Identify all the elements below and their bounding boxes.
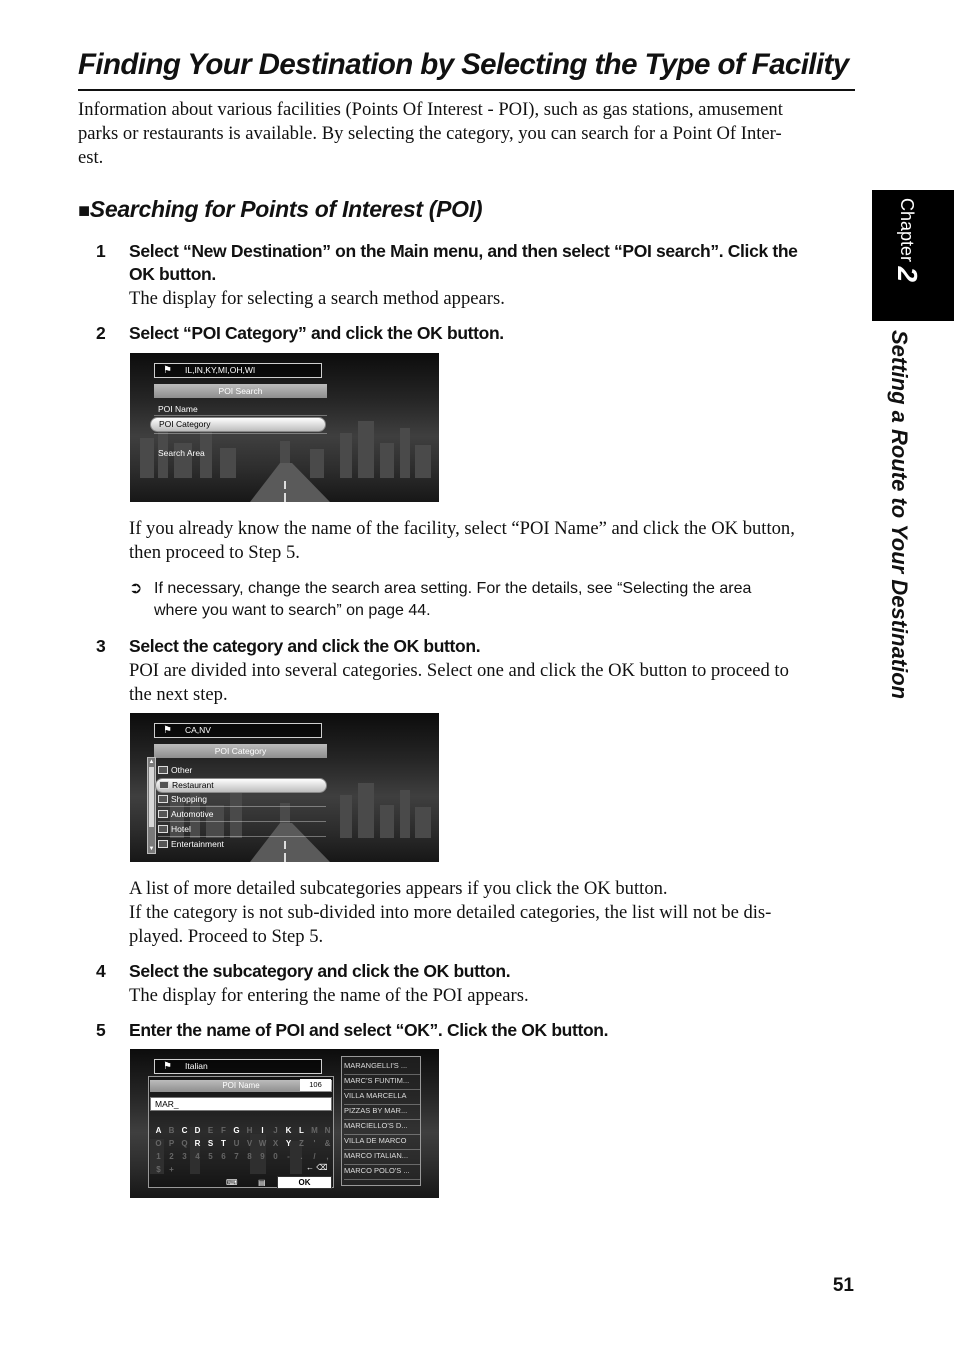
- text-line: A list of more detailed subcategories appears if you click the OK button.: [129, 878, 668, 899]
- keyboard-key[interactable]: Z: [299, 1139, 304, 1148]
- section-heading-text: Searching for Points of Interest (POI): [89, 196, 483, 222]
- keyboard-key[interactable]: -: [287, 1152, 290, 1161]
- result-item[interactable]: PIZZAS BY MAR...: [344, 1104, 420, 1120]
- keyboard-key[interactable]: U: [233, 1139, 240, 1148]
- scroll-down-icon[interactable]: ▼: [148, 846, 155, 852]
- category-label: Restaurant: [172, 780, 214, 790]
- note-line: If necessary, change the search area setting. For the details, see “Selecting the area: [154, 580, 752, 597]
- keyboard-key[interactable]: +: [169, 1165, 174, 1174]
- keyboard-key[interactable]: 4: [195, 1152, 200, 1161]
- category-label: Hotel: [171, 824, 191, 834]
- result-item[interactable]: VILLA MARCELLA: [344, 1089, 420, 1105]
- keyboard-key[interactable]: A: [155, 1126, 162, 1135]
- keyboard-mode-icon[interactable]: ⌨: [226, 1178, 238, 1187]
- keyboard-key[interactable]: I: [261, 1126, 264, 1135]
- state-box-label: CA,NV: [185, 725, 211, 735]
- ok-button[interactable]: OK: [277, 1176, 332, 1189]
- keyboard-key[interactable]: G: [233, 1126, 240, 1135]
- keyboard-key[interactable]: [282, 1164, 295, 1176]
- step-after-text: [129, 517, 856, 565]
- state-box-label: Italian: [185, 1061, 208, 1071]
- step-after-text: [129, 877, 856, 949]
- result-item[interactable]: MARCO POLO'S ...: [344, 1164, 420, 1180]
- result-item[interactable]: MARCO ITALIAN...: [344, 1149, 420, 1165]
- page-number: 51: [832, 1275, 854, 1296]
- section-square-icon: ■: [78, 200, 90, 222]
- result-count: 106: [300, 1079, 331, 1091]
- category-label: Entertainment: [171, 839, 224, 849]
- keyboard-key[interactable]: W: [258, 1139, 267, 1148]
- keyboard-key[interactable]: 3: [182, 1152, 187, 1161]
- step-number: 2: [96, 323, 106, 343]
- step-description: The display for selecting a search method appears.: [129, 288, 505, 309]
- keyboard-key[interactable]: V: [246, 1139, 253, 1148]
- keyboard-key[interactable]: C: [181, 1126, 188, 1135]
- step-title: Select the subcategory and click the OK button.: [129, 961, 511, 981]
- scrollbar[interactable]: [147, 757, 156, 854]
- shopping-icon: [158, 795, 168, 803]
- state-box: [154, 723, 322, 738]
- chapter-number: 2: [892, 266, 923, 283]
- keyboard-key[interactable]: 1: [156, 1152, 161, 1161]
- text-line: then proceed to Step 5.: [129, 542, 300, 563]
- keyboard-key[interactable]: 6: [221, 1152, 226, 1161]
- keyboard-key[interactable]: N: [324, 1126, 331, 1135]
- keyboard-key[interactable]: [178, 1164, 191, 1176]
- result-item[interactable]: VILLA DE MARCO: [344, 1134, 420, 1150]
- keyboard-key[interactable]: J: [273, 1126, 278, 1135]
- screenshot-poi-category: [130, 713, 439, 862]
- poi-name-header: POI Name: [150, 1080, 332, 1092]
- step-title-line: Select “New Destination” on the Main menu, and then select “POI search”. Click the: [129, 241, 798, 261]
- keyboard-key[interactable]: D: [194, 1126, 201, 1135]
- step-description: The display for entering the name of the POI appears.: [129, 985, 529, 1006]
- flag-icon: ⚑: [163, 365, 172, 376]
- keyboard-key[interactable]: T: [221, 1139, 226, 1148]
- automotive-icon: [158, 810, 168, 818]
- keyboard-key[interactable]: $: [156, 1165, 161, 1174]
- category-item-shopping[interactable]: [158, 793, 207, 806]
- chapter-tab-label: [875, 198, 923, 318]
- hotel-icon: [158, 825, 168, 833]
- keyboard-key[interactable]: Q: [181, 1139, 188, 1148]
- category-label: Other: [171, 765, 193, 775]
- screenshot-poi-search: [130, 353, 439, 502]
- keyboard-key[interactable]: M: [311, 1126, 318, 1135]
- keyboard-key[interactable]: E: [207, 1126, 214, 1135]
- flag-icon: ⚑: [163, 725, 172, 736]
- keyboard-key[interactable]: [217, 1164, 230, 1176]
- step-number: 1: [96, 241, 106, 261]
- keyboard-key[interactable]: ,: [326, 1152, 329, 1161]
- keyboard-key[interactable]: 9: [260, 1152, 265, 1161]
- keyboard-key[interactable]: B: [168, 1126, 175, 1135]
- menu-divider: [158, 806, 326, 807]
- text-line: If you already know the name of the facility, select “POI Name” and click the OK button,: [129, 518, 795, 539]
- chapter-title: Setting a Route to Your Destination: [887, 330, 912, 700]
- menu-divider: [154, 433, 327, 434]
- keyboard-key[interactable]: ': [313, 1139, 316, 1148]
- title-rule: [78, 89, 855, 91]
- note-arrow-icon: ➲: [129, 580, 143, 597]
- state-box: [154, 363, 322, 378]
- screenshot-poi-name-entry: [130, 1049, 439, 1198]
- text-line: the next step.: [129, 684, 228, 705]
- text-line: POI are divided into several categories. Select one and click the OK button to proceed to: [129, 660, 789, 681]
- result-item[interactable]: MARC'S FUNTIM...: [344, 1074, 420, 1090]
- result-item[interactable]: MARCIELLO'S D...: [344, 1119, 420, 1135]
- intro-line: est.: [78, 147, 104, 168]
- menu-item-poi-category[interactable]: POI Category: [150, 417, 326, 432]
- step-title: [129, 240, 856, 286]
- poi-name-input[interactable]: MAR_: [150, 1097, 332, 1111]
- keyboard-key[interactable]: R: [194, 1139, 201, 1148]
- step-number: 3: [96, 636, 106, 656]
- category-item-entertainment[interactable]: [158, 838, 224, 851]
- category-label: Automotive: [171, 809, 214, 819]
- step-title: Select the category and click the OK button.: [129, 636, 481, 656]
- intro-line: parks or restaurants is available. By selecting the category, you can search for a Point Of Inter-: [78, 123, 782, 144]
- keyboard-key[interactable]: &: [324, 1139, 331, 1148]
- entertainment-icon: [158, 840, 168, 848]
- restaurant-icon: [159, 781, 169, 789]
- scroll-up-icon[interactable]: ▲: [148, 759, 155, 765]
- backspace-icon[interactable]: ← ⌫: [306, 1163, 328, 1172]
- text-line: played. Proceed to Step 5.: [129, 926, 324, 947]
- keyboard-key[interactable]: .: [300, 1152, 303, 1161]
- text-line: If the category is not sub-divided into more detailed categories, the list will not be dis-: [129, 902, 772, 923]
- step-title: Enter the name of POI and select “OK”. Click the OK button.: [129, 1020, 609, 1040]
- keyboard-key[interactable]: F: [221, 1126, 226, 1135]
- keyboard-key[interactable]: O: [155, 1139, 162, 1148]
- menu-divider: [154, 415, 327, 416]
- scrollbar-thumb[interactable]: [149, 767, 154, 827]
- intro-line: Information about various facilities (Points Of Interest - POI), such as gas stations, amusement: [78, 99, 783, 120]
- keyboard-key[interactable]: P: [168, 1139, 175, 1148]
- state-box-label: IL,IN,KY,MI,OH,WI: [185, 365, 256, 375]
- step-number: 4: [96, 961, 106, 981]
- menu-divider: [158, 821, 326, 822]
- keyboard-key[interactable]: 0: [273, 1152, 278, 1161]
- menu-item-poi-name[interactable]: POI Name: [158, 404, 198, 414]
- keyboard-key[interactable]: [269, 1164, 282, 1176]
- keyboard-key[interactable]: X: [272, 1139, 279, 1148]
- list-icon[interactable]: ▤: [258, 1178, 266, 1187]
- section-heading: [78, 196, 482, 223]
- page-title: Finding Your Destination by Selecting the Type of Facility: [78, 48, 849, 81]
- category-item-automotive[interactable]: [158, 808, 214, 821]
- keyboard-key[interactable]: [243, 1164, 256, 1176]
- step-number: 5: [96, 1020, 106, 1040]
- step-description: [129, 659, 856, 707]
- category-item-hotel[interactable]: [158, 823, 191, 836]
- keyboard-key[interactable]: H: [246, 1126, 253, 1135]
- menu-header: POI Search: [154, 384, 327, 398]
- menu-divider: [158, 836, 326, 837]
- result-list: [341, 1056, 421, 1186]
- step-title-line: OK button.: [129, 264, 216, 284]
- keyboard-key[interactable]: [256, 1164, 269, 1176]
- keyboard-key[interactable]: S: [207, 1139, 214, 1148]
- keyboard-key[interactable]: [230, 1164, 243, 1176]
- keyboard-key[interactable]: L: [299, 1126, 304, 1135]
- category-other-icon: [158, 766, 168, 774]
- keyboard-key[interactable]: 5: [208, 1152, 213, 1161]
- step-title: Select “POI Category” and click the OK button.: [129, 323, 504, 343]
- state-box: [154, 1059, 322, 1074]
- keyboard-key[interactable]: [191, 1164, 204, 1176]
- keyboard-key[interactable]: 7: [234, 1152, 239, 1161]
- category-item-other[interactable]: [158, 764, 192, 777]
- category-item-restaurant[interactable]: [155, 778, 327, 793]
- category-label: Shopping: [171, 794, 207, 804]
- note: [129, 578, 856, 622]
- intro-paragraph: [78, 98, 856, 170]
- menu-item-search-area[interactable]: Search Area: [158, 448, 205, 458]
- note-line: where you want to search” on page 44.: [154, 602, 431, 619]
- flag-icon: ⚑: [163, 1061, 172, 1072]
- keyboard-key[interactable]: K: [285, 1126, 292, 1135]
- keyboard-key[interactable]: [204, 1164, 217, 1176]
- menu-header: POI Category: [154, 744, 327, 758]
- result-item[interactable]: MARANGELLI'S ...: [344, 1059, 420, 1075]
- keyboard-key[interactable]: Y: [285, 1139, 292, 1148]
- keyboard-key[interactable]: 2: [169, 1152, 174, 1161]
- keyboard-key[interactable]: /: [313, 1152, 316, 1161]
- chapter-label: Chapter: [897, 198, 917, 263]
- keyboard-key[interactable]: 8: [247, 1152, 252, 1161]
